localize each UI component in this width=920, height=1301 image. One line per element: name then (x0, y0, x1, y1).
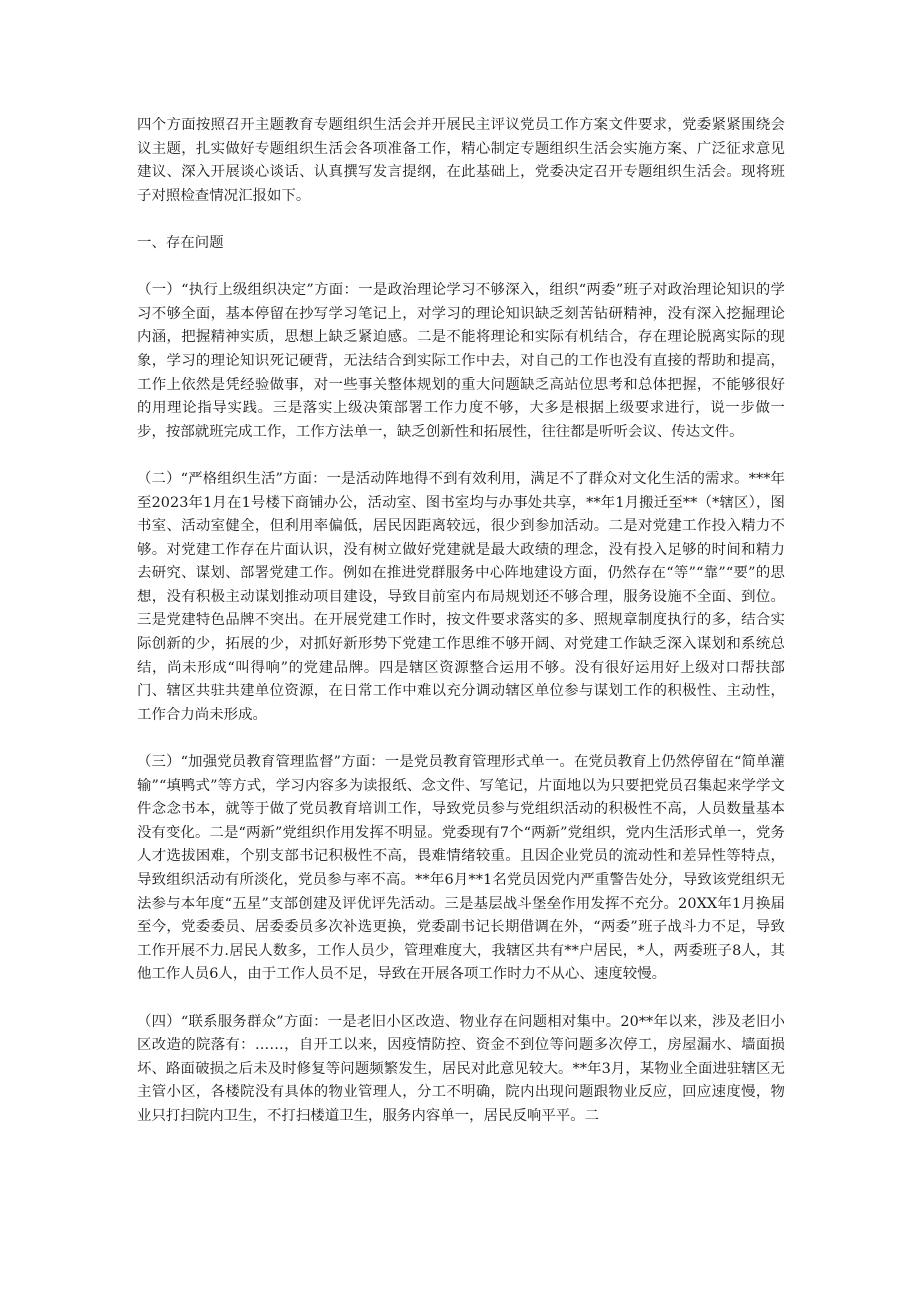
section-heading: 一、存在问题 (137, 234, 224, 251)
paragraph-organization-life: （二）“严格组织生活”方面：一是活动阵地得不到有效利用，满足不了群众对文化生活的需求。***年至2023年1月在1号楼下商铺办公，活动室、图书室均与办事处共享，**年1月搬迁至**（*辖区），图书室、活动室健全，但利用率偏低，居民因距离较远，很少到参加活动。二是对党建工作投入精力不够。对党建工作存在片面认识，没有树立做好党建就是最大政绩的理念，没有投入足够的时间和精力去研究、谋划、部署党建工作。例如在推进党群服务中心阵地建设方面，仍然存在“等”“靠”“要”的思想，没有积极主动谋划推动项目建设，导致目前室内布局规划还不够合理，服务设施不全面、到位。三是党建特色品牌不突出。在开展党建工作时，按文件要求落实的多、照规章制度执行的多，结合实际创新的少，拓展的少，对抓好新形势下党建工作思维不够开阔、对党建工作缺乏深入谋划和系统总结，尚未形成“叫得响”的党建品牌。四是辖区资源整合运用不够。没有很好运用好上级对口帮扶部门、辖区共驻共建单位资源，在日常工作中难以充分调动辖区单位参与谋划工作的积极性、主动性，工作合力尚未形成。 (137, 470, 785, 723)
document-body (137, 114, 785, 1152)
paragraph-execute-decisions: （一）“执行上级组织决定”方面：一是政治理论学习不够深入，组织“两委”班子对政治理论知识的学习不够全面，基本停留在抄写学习笔记上，对学习的理论知识缺乏刻苦钻研精神，没有深入挖掘理论内涵，把握精神实质，思想上缺乏紧迫感。二是不能将理论和实际有机结合，存在理论脱离实际的现象，学习的理论知识死记硬背，无法结合到实际工作中去，对自己的工作也没有直接的帮助和提高，工作上依然是凭经验做事，对一些事关整体规划的重大问题缺乏高站位思考和总体把握，不能够很好的用理论指导实践。三是落实上级决策部署工作力度不够，大多是根据上级要求进行，说一步做一步，按部就班完成工作，工作方法单一，缺乏创新性和拓展性，往往都是听听会议、传达文件。 (137, 282, 785, 440)
paragraph-serve-masses: （四）“联系服务群众”方面：一是老旧小区改造、物业存在问题相对集中。20**年以来，涉及老旧小区改造的院落有：……，自开工以来，因疫情防控、资金不到位等问题多次停工，房屋漏水、墙面损坏、路面破损之后未及时修复等问题频繁发生，居民对此意见较大。**年3月，某物业全面进驻辖区无主管小区，各楼院没有具体的物业管理人，分工不明确，院内出现问题跟物业反应，回应速度慢，物业只打扫院内卫生，不打扫楼道卫生，服务内容单一，居民反响平平。二 (137, 1013, 785, 1124)
paragraph-member-education: （三）“加强党员教育管理监督”方面：一是党员教育管理形式单一。在党员教育上仍然停留在“简单灌输”“填鸭式”等方式，学习内容多为读报纸、念文件、写笔记，片面地以为只要把党员召集起来学学文件念念书本，就等于做了党员教育培训工作，导致党员参与党组织活动的积极性不高，人员数量基本没有变化。二是“两新”党组织作用发挥不明显。党委现有7个“两新”党组织，党内生活形式单一，党务人才选拔困难，个别支部书记积极性不高，畏难情绪较重。且因企业党员的流动性和差异性等特点，导致组织活动有所淡化，党员参与率不高。**年6月**1名党员因党内严重警告处分，导致该党组织无法参与本年度“五星”支部创建及评优评先活动。三是基层战斗堡垒作用发挥不充分。20XX年1月换届至今，党委委员、居委委员多次补选更换，党委副书记长期借调在外，“两委”班子战斗力不足，导致工作开展不力.居民人数多，工作人员少，管理难度大，我辖区共有**户居民，*人，两委班子8人，其他工作人员6人，由于工作人员不足，导致在开展各项工作时力不从心、速度较慢。 (137, 754, 785, 983)
intro-paragraph: 四个方面按照召开主题教育专题组织生活会并开展民主评议党员工作方案文件要求，党委紧紧围绕会议主题，扎实做好专题组织生活会各项准备工作，精心制定专题组织生活会实施方案、广泛征求意见建议、深入开展谈心谈话、认真撰写发言提纲，在此基础上，党委决定召开专题组织生活会。现将班子对照检查情况汇报如下。 (137, 117, 785, 204)
